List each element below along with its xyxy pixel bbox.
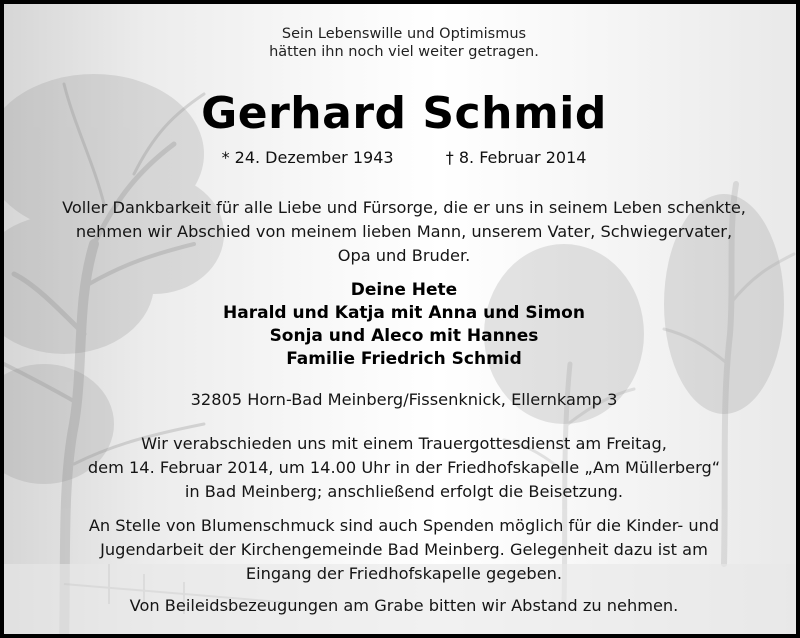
service-line-2: dem 14. Februar 2014, um 14.00 Uhr in der Friedhofskapelle „Am Müllerberg“	[87, 458, 721, 477]
donations-line-3: Eingang der Friedhofskapelle gegeben.	[245, 564, 563, 583]
gratitude-line-3: Opa und Bruder.	[337, 246, 471, 265]
family-member-4: Familie Friedrich Schmid	[286, 349, 522, 369]
service-line-1: Wir verabschieden uns mit einem Trauergottesdienst am Freitag,	[141, 434, 667, 453]
address: 32805 Horn-Bad Meinberg/Fissenknick, Ellernkamp 3	[190, 390, 618, 409]
family-member-2: Harald und Katja mit Anna und Simon	[223, 303, 585, 323]
donations-line-2: Jugendarbeit der Kirchengemeinde Bad Meinberg. Gelegenheit dazu ist am	[100, 540, 708, 559]
family-member-3: Sonja und Aleco mit Hannes	[269, 326, 539, 346]
closing-request: Von Beileidsbezeugungen am Grabe bitten wir Abstand zu nehmen.	[129, 596, 679, 615]
notice-text	[4, 4, 800, 638]
motto-line-1: Sein Lebenswille und Optimismus	[281, 26, 527, 42]
deceased-name: Gerhard Schmid	[201, 88, 607, 139]
birth-date: * 24. Dezember 1943	[221, 148, 394, 167]
life-dates	[4, 148, 800, 167]
death-date: † 8. Februar 2014	[445, 148, 587, 167]
gratitude-line-2: nehmen wir Abschied von meinem lieben Mann, unserem Vater, Schwiegervater,	[75, 222, 733, 241]
family-member-1: Deine Hete	[350, 280, 458, 300]
service-line-3: in Bad Meinberg; anschließend erfolgt die Beisetzung.	[184, 482, 624, 501]
motto-line-2: hätten ihn noch viel weiter getragen.	[269, 44, 539, 60]
donations-line-1: An Stelle von Blumenschmuck sind auch Spenden möglich für die Kinder- und	[88, 516, 720, 535]
gratitude-line-1: Voller Dankbarkeit für alle Liebe und Fürsorge, die er uns in seinem Leben schenkte,	[62, 198, 746, 217]
